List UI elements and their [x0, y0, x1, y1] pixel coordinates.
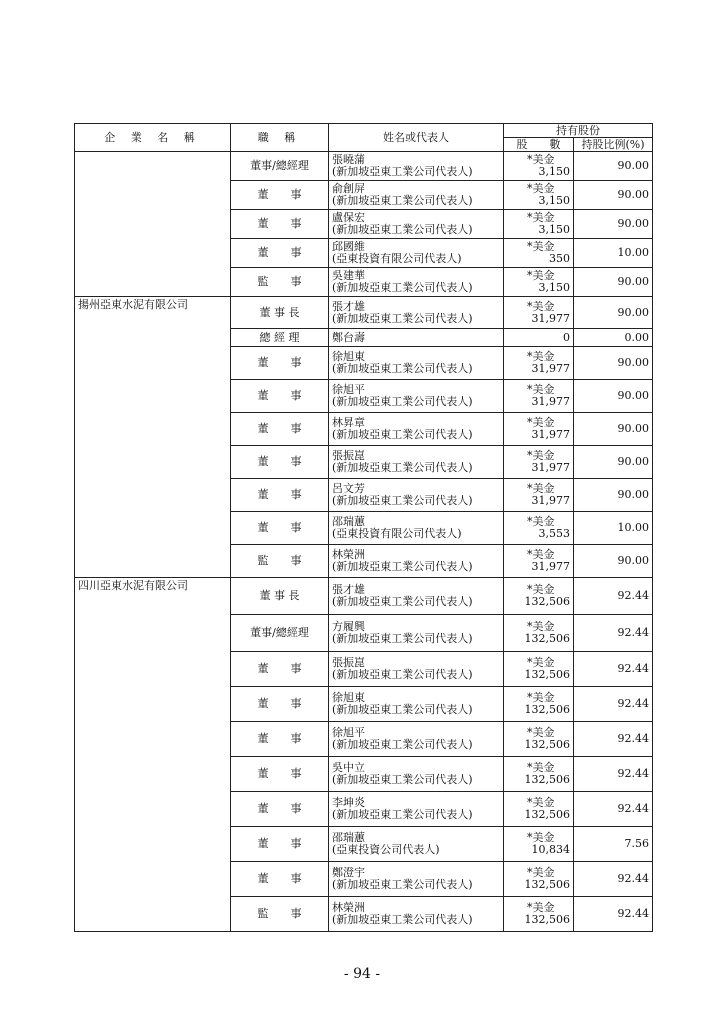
shares-cell: [504, 545, 574, 578]
representative-of: (新加坡亞東工業公司代表人): [332, 632, 473, 645]
percentage-cell: 92.44: [574, 722, 653, 757]
currency-label: *美金: [527, 449, 555, 462]
name-cell: [329, 578, 504, 615]
table-row: [75, 297, 653, 329]
shares-cell: [504, 413, 574, 446]
shares-cell: [504, 792, 574, 827]
representative-of: (新加坡亞東工業公司代表人): [332, 395, 473, 408]
page-number: - 94 -: [343, 966, 381, 982]
title-cell: 董 事: [231, 380, 329, 413]
title-cell: 監 事: [231, 268, 329, 297]
title-cell: 董 事: [231, 181, 329, 210]
shares-value: 31,977: [531, 362, 570, 375]
name-cell: [329, 297, 504, 329]
person-name: 方履興: [332, 620, 365, 633]
shares-value: 132,506: [524, 632, 570, 645]
percentage-cell: 92.44: [574, 652, 653, 687]
table-row: [75, 152, 653, 181]
shares-cell: [504, 210, 574, 239]
representative-of: (新加坡亞東工業公司代表人): [332, 878, 473, 891]
currency-label: *美金: [527, 831, 555, 844]
shares-cell: [504, 268, 574, 297]
shares-cell: [504, 239, 574, 268]
title-cell: 董 事: [231, 413, 329, 446]
representative-of: (新加坡亞東工業公司代表人): [332, 668, 473, 681]
representative-of: (新加坡亞東工業公司代表人): [332, 494, 473, 507]
shares-cell: [504, 652, 574, 687]
shares-cell: [504, 181, 574, 210]
percentage-cell: 0.00: [574, 329, 653, 347]
percentage-cell: 7.56: [574, 827, 653, 862]
shares-cell: [504, 757, 574, 792]
company-cell: 四川亞東水泥有限公司: [75, 578, 231, 932]
person-name: 吳中立: [332, 761, 365, 774]
company-cell: 揚州亞東水泥有限公司: [75, 297, 231, 578]
name-cell: [329, 512, 504, 545]
name-cell: [329, 210, 504, 239]
title-cell: 董 事: [231, 827, 329, 862]
title-cell: 總 經 理: [231, 329, 329, 347]
title-cell: 董事/總經理: [231, 152, 329, 181]
shares-value: 31,977: [531, 311, 570, 325]
shares-cell: [504, 380, 574, 413]
name-cell: [329, 545, 504, 578]
currency-label: *美金: [527, 182, 555, 195]
person-name: 李坤炎: [332, 796, 365, 809]
shares-value: 3,150: [538, 165, 570, 178]
person-name: 邵瑞蕙: [332, 831, 365, 844]
title-cell: 董 事: [231, 652, 329, 687]
person-name: 張曉蒲: [332, 153, 365, 166]
shares-value: 132,506: [524, 878, 570, 891]
representative-of: (新加坡亞東工業公司代表人): [332, 808, 473, 821]
representative-of: (新加坡亞東工業公司代表人): [332, 738, 473, 751]
currency-label: *美金: [527, 656, 555, 669]
representative-of: (新加坡亞東工業公司代表人): [332, 703, 473, 716]
person-name: 張振崑: [332, 656, 365, 669]
currency-label: *美金: [527, 583, 555, 596]
person-name: 吳建華: [332, 269, 365, 282]
percentage-cell: 90.00: [574, 210, 653, 239]
name-cell: [329, 239, 504, 268]
title-cell: 董 事: [231, 792, 329, 827]
company-cell: [75, 152, 231, 297]
currency-label: *美金: [527, 901, 555, 914]
shares-cell: [504, 152, 574, 181]
person-name: 鄭澄宇: [332, 866, 365, 879]
currency-label: *美金: [527, 482, 555, 495]
title-cell: 董 事: [231, 479, 329, 512]
representative-of: (亞東投資有限公司代表人): [332, 527, 462, 540]
shares-cell: [504, 615, 574, 652]
name-cell: [329, 329, 504, 347]
shares-cell: [504, 862, 574, 897]
percentage-cell: 90.00: [574, 380, 653, 413]
header-pct: 持股比例(%): [574, 138, 653, 152]
shares-value: 31,977: [531, 461, 570, 474]
percentage-cell: 90.00: [574, 152, 653, 181]
name-cell: [329, 827, 504, 862]
title-cell: 董 事: [231, 757, 329, 792]
shares-value: 31,977: [531, 494, 570, 507]
title-cell: 董 事 長: [231, 578, 329, 615]
representative-of: (新加坡亞東工業公司代表人): [332, 362, 473, 375]
title-cell: 董 事: [231, 239, 329, 268]
title-cell: 董 事: [231, 722, 329, 757]
person-name: 徐旭平: [332, 383, 365, 396]
representative-of: (新加坡亞東工業公司代表人): [332, 311, 473, 325]
percentage-cell: 90.00: [574, 479, 653, 512]
shares-value: 132,506: [524, 773, 570, 786]
currency-label: *美金: [527, 299, 555, 313]
percentage-cell: 10.00: [574, 512, 653, 545]
person-name: 俞創屏: [332, 182, 365, 195]
shares-value: 10,834: [531, 843, 570, 856]
shares-value: 132,506: [524, 595, 570, 608]
representative-of: (新加坡亞東工業公司代表人): [332, 281, 473, 294]
currency-label: *美金: [527, 383, 555, 396]
person-name: 張振崑: [332, 449, 365, 462]
shares-value: 350: [549, 252, 570, 265]
name-cell: [329, 479, 504, 512]
representative-of: (新加坡亞東工業公司代表人): [332, 461, 473, 474]
currency-label: *美金: [527, 350, 555, 363]
name-cell: [329, 792, 504, 827]
header-name: 姓名或代表人: [329, 124, 504, 152]
name-cell: [329, 268, 504, 297]
shares-cell: [504, 827, 574, 862]
percentage-cell: 10.00: [574, 239, 653, 268]
shares-value: 132,506: [524, 668, 570, 681]
currency-label: *美金: [527, 691, 555, 704]
shares-value: 132,506: [524, 913, 570, 926]
currency-label: *美金: [527, 620, 555, 633]
name-cell: [329, 722, 504, 757]
person-name: 張才雄: [332, 299, 365, 313]
person-name: 盧保宏: [332, 211, 365, 224]
shares-value: 3,150: [538, 223, 570, 236]
currency-label: *美金: [527, 726, 555, 739]
percentage-cell: 92.44: [574, 862, 653, 897]
person-name: 徐旭東: [332, 691, 365, 704]
title-cell: 監 事: [231, 545, 329, 578]
shares-value: 132,506: [524, 738, 570, 751]
percentage-cell: 90.00: [574, 347, 653, 380]
title-cell: 董 事: [231, 512, 329, 545]
name-cell: [329, 181, 504, 210]
person-name: 林榮洲: [332, 548, 365, 561]
shares-value: 31,977: [531, 560, 570, 573]
person-name: 徐旭東: [332, 350, 365, 363]
percentage-cell: 90.00: [574, 268, 653, 297]
title-cell: 董 事: [231, 210, 329, 239]
shares-cell: [504, 347, 574, 380]
shareholding-table: [74, 123, 653, 932]
person-name: 張才雄: [332, 583, 365, 596]
representative-of: (亞東投資有限公司代表人): [332, 252, 462, 265]
name-cell: [329, 757, 504, 792]
shares-value: 3,150: [538, 281, 570, 294]
shares-cell: [504, 297, 574, 329]
percentage-cell: 92.44: [574, 578, 653, 615]
person-name: 邱國維: [332, 240, 365, 253]
title-cell: 董事/總經理: [231, 615, 329, 652]
person-name: 林榮洲: [332, 901, 365, 914]
shares-value: 31,977: [531, 395, 570, 408]
representative-of: (新加坡亞東工業公司代表人): [332, 165, 473, 178]
name-cell: [329, 615, 504, 652]
representative-of: (新加坡亞東工業公司代表人): [332, 194, 473, 207]
person-name: 呂文芳: [332, 482, 365, 495]
currency-label: *美金: [527, 153, 555, 166]
person-name: 鄭台壽: [332, 330, 365, 344]
header-holding: 持有股份: [504, 124, 653, 138]
name-cell: [329, 380, 504, 413]
shares-cell: [504, 329, 574, 347]
shares-cell: [504, 897, 574, 932]
representative-of: (亞東投資公司代表人): [332, 843, 440, 856]
percentage-cell: 92.44: [574, 687, 653, 722]
title-cell: 董 事 長: [231, 297, 329, 329]
header-title: 職 稱: [231, 124, 329, 152]
percentage-cell: 90.00: [574, 297, 653, 329]
header-shares: 股 數: [504, 138, 574, 152]
currency-label: *美金: [527, 548, 555, 561]
title-cell: 董 事: [231, 687, 329, 722]
representative-of: (新加坡亞東工業公司代表人): [332, 223, 473, 236]
currency-label: *美金: [527, 211, 555, 224]
person-name: 林昇章: [332, 416, 365, 429]
shares-cell: [504, 512, 574, 545]
representative-of: (新加坡亞東工業公司代表人): [332, 913, 473, 926]
currency-label: *美金: [527, 761, 555, 774]
representative-of: (新加坡亞東工業公司代表人): [332, 595, 473, 608]
currency-label: *美金: [527, 416, 555, 429]
representative-of: (新加坡亞東工業公司代表人): [332, 560, 473, 573]
name-cell: [329, 446, 504, 479]
name-cell: [329, 152, 504, 181]
title-cell: 董 事: [231, 347, 329, 380]
name-cell: [329, 862, 504, 897]
table-row: [75, 578, 653, 615]
shares-value: 132,506: [524, 808, 570, 821]
name-cell: [329, 687, 504, 722]
percentage-cell: 90.00: [574, 446, 653, 479]
shares-value: 3,553: [538, 527, 570, 540]
percentage-cell: 90.00: [574, 413, 653, 446]
name-cell: [329, 652, 504, 687]
shares-cell: [504, 446, 574, 479]
shares-cell: [504, 479, 574, 512]
currency-label: *美金: [527, 269, 555, 282]
percentage-cell: 92.44: [574, 615, 653, 652]
percentage-cell: 90.00: [574, 181, 653, 210]
title-cell: 董 事: [231, 862, 329, 897]
currency-label: *美金: [527, 866, 555, 879]
shares-value: 3,150: [538, 194, 570, 207]
percentage-cell: 92.44: [574, 792, 653, 827]
percentage-cell: 90.00: [574, 545, 653, 578]
header-company: 企 業 名 稱: [75, 124, 231, 152]
currency-label: *美金: [527, 515, 555, 528]
name-cell: [329, 413, 504, 446]
title-cell: 董 事: [231, 446, 329, 479]
shares-value: 31,977: [531, 428, 570, 441]
shares-cell: [504, 687, 574, 722]
currency-label: *美金: [527, 240, 555, 253]
shares-cell: [504, 722, 574, 757]
representative-of: (新加坡亞東工業公司代表人): [332, 428, 473, 441]
shares-cell: [504, 578, 574, 615]
name-cell: [329, 897, 504, 932]
person-name: 徐旭平: [332, 726, 365, 739]
currency-label: *美金: [527, 796, 555, 809]
table-body: [75, 152, 653, 932]
title-cell: 監 事: [231, 897, 329, 932]
shares-value: 0: [563, 330, 570, 344]
percentage-cell: 92.44: [574, 757, 653, 792]
name-cell: [329, 347, 504, 380]
shares-value: 132,506: [524, 703, 570, 716]
person-name: 邵瑞蕙: [332, 515, 365, 528]
representative-of: (新加坡亞東工業公司代表人): [332, 773, 473, 786]
percentage-cell: 92.44: [574, 897, 653, 932]
